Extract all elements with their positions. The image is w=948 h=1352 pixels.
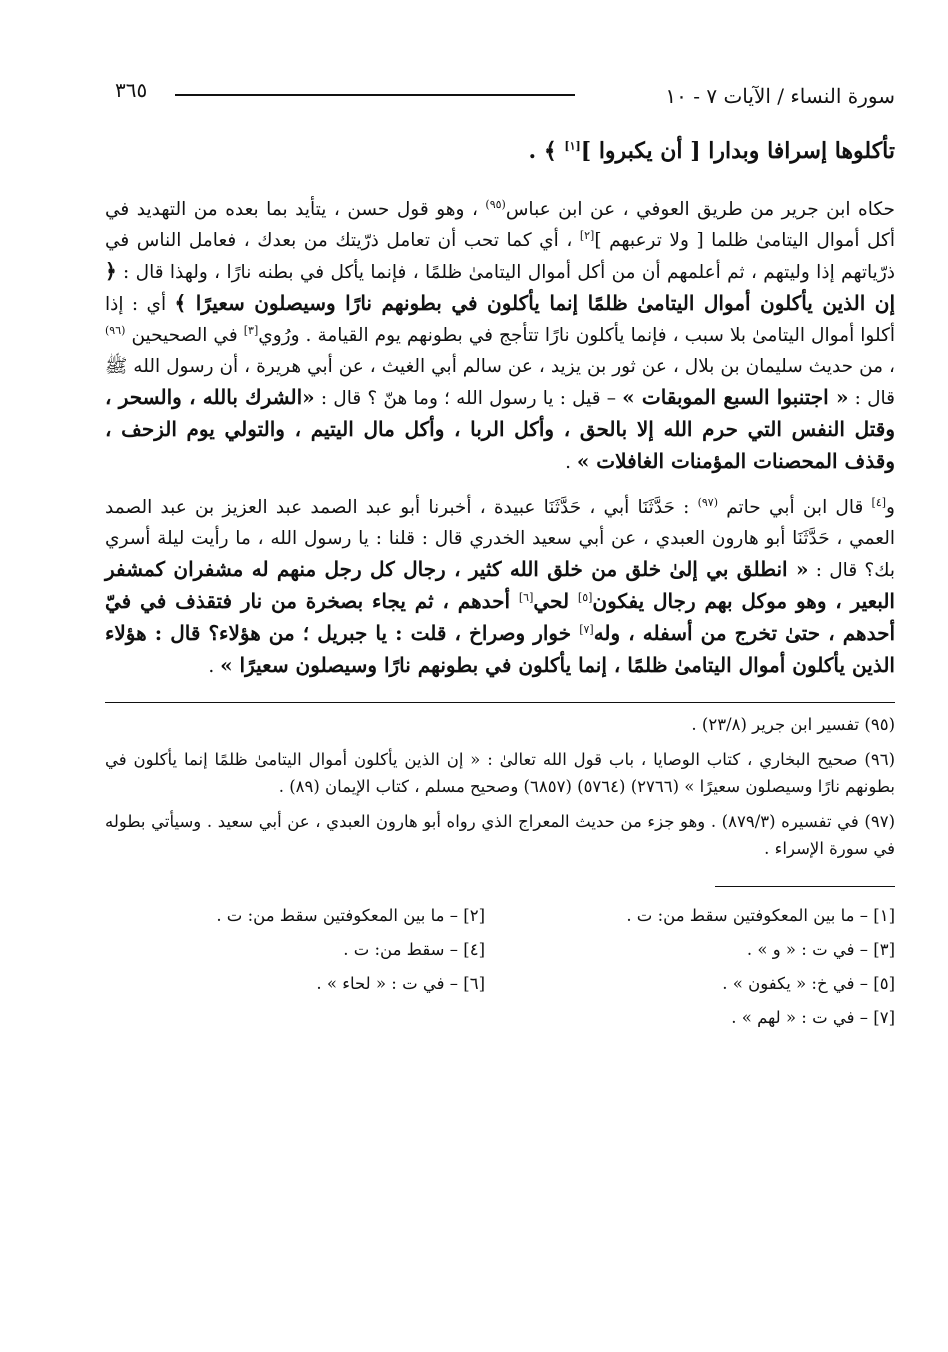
header-rule [175,94,575,96]
text-run: : حَدَّثَنَا أبي ، حَدَّثَنَا عبيدة ، أخبرنا أبو عبد الصمد عبد العزيز بن عبد الصمد العمي ، حَدَّثَنَا أبو هارون العبدي ، عن أبي سعيد الخدري قال : قلنا : يا رسول الله ، ما رأيت ليلة أسري بك؟ قال : [105,497,895,581]
variant-notes [105,901,895,1033]
text-run: و [886,497,895,518]
variant-ref: [٧] [579,622,594,636]
variant-ref: [٤] [871,495,887,509]
verse-text: تأكلوها إسرافا وبدارا [ أن يكبروا ] [580,138,895,164]
footnote: (٩٦) صحيح البخاري ، كتاب الوصايا ، باب قول الله تعالىٰ : « إن الذين يأكلون أموال اليتامىٰ ظلمًا إنما يأكلون في بطونهم نارًا وسيصلون سعيرًا » (٢٧٦٦) (٥٧٦٤) (٦٨٥٧) وصحيح مسلم ، كتاب الإيمان (٨٩) . [105,750,895,796]
variant-note: [٣] – في ت : « و » . [746,940,895,959]
footnote-ref: (٩٧) [697,495,719,509]
variants-divider [715,886,895,887]
hadith-quote: «الشرك بالله ، والسحر ، وقتل النفس التي حرم الله إلا بالحق ، وأكل الربا ، وأكل مال اليتيم ، والتولي يوم الزحف ، وقذف المحصنات المؤمنات الغافلات » [105,385,895,473]
text-run: – قيل : يا رسول الله ؛ وما هنّ ؟ قال : [314,388,623,409]
hadith-quote: لحي [533,589,578,613]
text-run: . [565,452,577,473]
variant-note: [٦] – في ت : « لحاء » . [316,974,485,993]
footnote: (٩٥) تفسير ابن جرير (٢٣/٨) . [691,715,895,734]
text-run: قال ابن أبي حاتم [718,497,872,518]
footnote-ref: (٩٥) [485,197,506,211]
variant-ref: [٦] [518,590,534,604]
variant-note: [٤] – سقط من: ت . [343,940,485,959]
text-run: ، أي كما تحب أن تعامل ذرّيتك من بعدك ، فعامل الناس في ذرّياتهم إذا وليتهم ، ثم أعلمهم أن من أكل أموال اليتامىٰ ظلمًا ، فإنما يأكل في بطنه نارًا ، ولهذا قال : [105,230,895,283]
variant-note: [٥] – في خ: « يكفون » . [722,974,895,993]
quran-quote: ﴿ إن الذين يأكلون أموال اليتامىٰ ظلمًا إنما يأكلون في بطونهم نارًا وسيصلون سعيرًا ﴾ [105,259,895,315]
verse-continuation [105,134,895,168]
variant-note: [٢] – ما بين المعكوفتين سقط من: ت . [216,906,485,925]
hadith-quote: خوار وصراخ ، قلت : يا جبريل ؛ من هؤلاء؟ قال : هؤلاء الذين يأكلون أموال اليتامىٰ ظلمًا ، إنما يأكلون في بطونهم نارًا وسيصلون سعيرًا » [105,621,895,677]
variant-note: [٧] – في ت : « لهم » . [731,1008,895,1027]
variant-ref: [٥] [577,590,593,604]
book-page [105,78,895,1308]
variant-ref: [٢] [579,228,595,242]
variant-ref: [٣] [243,323,259,337]
footnotes-section [105,711,895,862]
variant-ref: [١] [564,139,581,153]
hadith-quote: « اجتنبوا السبع الموبقات » [622,385,849,409]
hadith-quote: أحدهم ، ثم يجاء بصخرة من نار فتقذف في فيّ أحدهم ، حتىٰ تخرج من أسفله ، وله [105,589,895,645]
footnote: (٩٧) في تفسيره (٨٧٩/٣) . وهو جزء من حديث المعراج الذي رواه أبو هارون العبدي ، عن أبي سعيد . وسيأتي بطوله في سورة الإسراء . [105,812,895,858]
tafsir-paragraph-1 [105,194,895,478]
footnotes-divider [105,702,895,703]
variant-note: [١] – ما بين المعكوفتين سقط من: ت . [626,906,895,925]
hadith-quote: « انطلق بي إلىٰ خلق من خلق الله كثير ، رجال كل رجل منهم له مشفران كمشفر البعير ، وهو موكل بهم رجال يفكون [105,557,895,613]
verse-end: ﴾ . [528,138,565,164]
text-run: . [208,656,221,677]
text-run: حكاه ابن جرير من طريق العوفي ، عن ابن عباس [505,199,895,220]
page-number: ٣٦٥ [115,78,148,102]
text-run: أي : إذا أكلوا أموال اليتامىٰ بلا سبب ، فإنما يأكلون نارًا تتأجج في بطونهم يوم القيامة . ورُوي [105,294,896,346]
page-header [105,78,895,118]
footnote-ref: (٩٦) [105,323,126,337]
text-run: ، من حديث سليمان بن بلال ، عن ثور بن يزيد ، عن سالم أبي الغيث ، عن أبي هريرة ، أن رسول الله ﷺ قال : [105,356,895,409]
running-title: سورة النساء / الآيات ٧ - ١٠ [665,84,895,108]
tafsir-paragraph-2 [105,492,895,682]
text-run: في الصحيحين [125,325,244,346]
text-run: ، وهو قول حسن ، يتأيد بما بعده من التهديد في أكل أموال اليتامىٰ ظلما [ ولا ترعبهم ] [105,199,895,251]
